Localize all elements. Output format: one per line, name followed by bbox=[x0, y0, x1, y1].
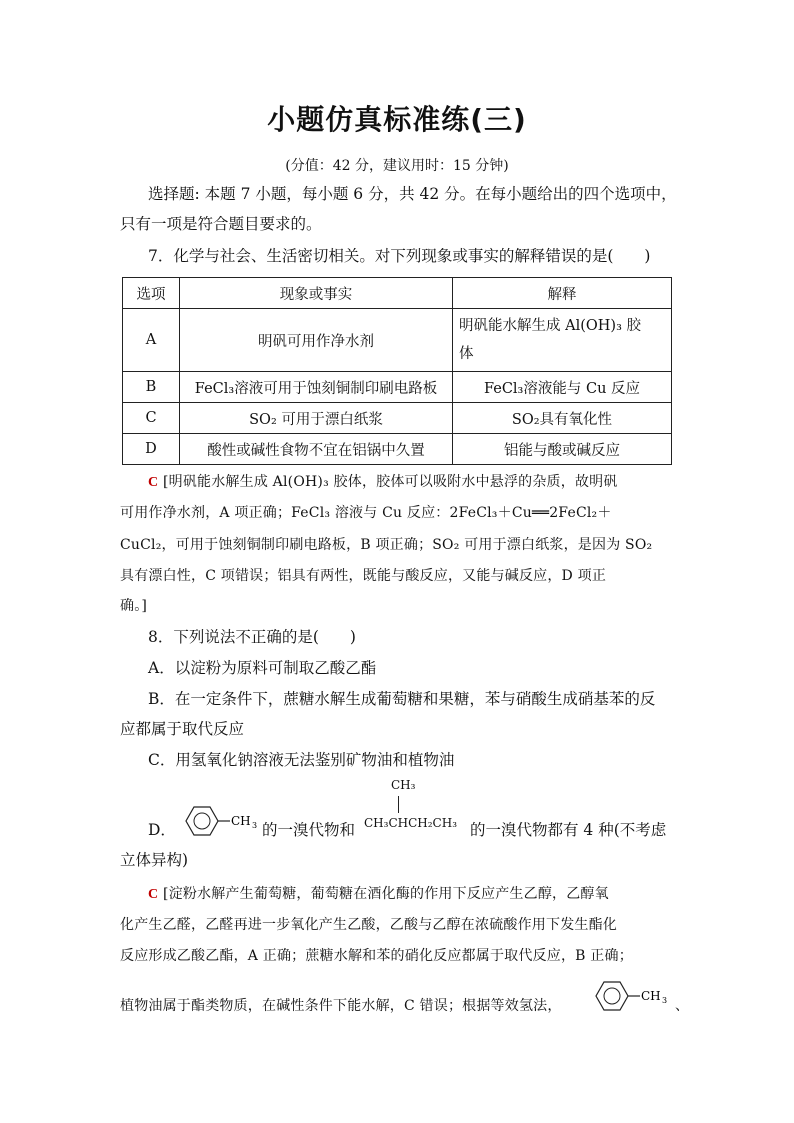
q8-option-d-prefix: D． bbox=[148, 821, 176, 839]
q7-stem: 7．化学与社会、生活密切相关。对下列现象或事实的解释错误的是( ) bbox=[148, 247, 651, 265]
table-row bbox=[123, 403, 672, 434]
q7-answer-line-3: CuCl₂，可用于蚀刻铜制印刷电路板，B 项正确；SO₂ 可用于漂白纸浆，是因为 SO₂ bbox=[120, 537, 653, 553]
page-title: 小题仿真标准练(三) bbox=[267, 103, 527, 136]
q8-option-d-mid: 的一溴代物和 bbox=[262, 821, 356, 839]
table-cell: C bbox=[123, 403, 180, 434]
isobutane-chain: CH₃CHCH₂CH₃ bbox=[364, 816, 458, 830]
q8-answer-line-4: 植物油属于酯类物质，在碱性条件下能水解，C 错误；根据等效氢法， bbox=[120, 998, 562, 1014]
table-cell: FeCl₃溶液可用于蚀刻铜制印刷电路板 bbox=[180, 372, 453, 403]
intro-line-1: 选择题: 本题 7 小题，每小题 6 分，共 42 分。在每小题给出的四个选项中， bbox=[148, 185, 677, 203]
q8-answer-line-2: 化产生乙醛，乙醛再进一步氧化产生乙酸，乙酸与乙醇在浓硫酸作用下发生酯化 bbox=[120, 917, 617, 933]
toluene-structure-icon bbox=[180, 801, 264, 841]
q8-answer-line-3: 反应形成乙酸乙酯，A 正确；蔗糖水解和苯的硝化反应都属于取代反应，B 正确； bbox=[120, 948, 633, 964]
q8-option-c: C．用氢氧化钠溶液无法鉴别矿物油和植物油 bbox=[148, 751, 455, 769]
toluene-structure-icon bbox=[590, 976, 674, 1016]
answer-letter: C bbox=[148, 475, 159, 490]
q8-option-a: A．以淀粉为原料可制取乙酸乙酯 bbox=[148, 659, 377, 677]
table-row bbox=[123, 434, 672, 465]
q8-option-d-suffix: 的一溴代物都有 4 种(不考虑 bbox=[470, 821, 667, 839]
bond-line bbox=[398, 796, 399, 813]
table-cell-line: 明矾能水解生成 Al(OH)₃ 胶 bbox=[459, 318, 641, 334]
table-cell: B bbox=[123, 372, 180, 403]
table-cell: A bbox=[123, 309, 180, 372]
table-row bbox=[123, 309, 672, 372]
intro-line-2: 只有一项是符合题目要求的。 bbox=[120, 215, 322, 233]
table-cell: SO₂具有氧化性 bbox=[453, 403, 672, 434]
table-header-cell: 解释 bbox=[453, 278, 672, 309]
table-cell bbox=[453, 309, 672, 372]
q7-answer-line-5: 确。] bbox=[120, 598, 148, 614]
table-cell: FeCl₃溶液能与 Cu 反应 bbox=[453, 372, 672, 403]
svg-text:CH: CH bbox=[641, 989, 661, 1003]
q8-stem: 8．下列说法不正确的是( ) bbox=[148, 628, 356, 646]
table-row bbox=[123, 372, 672, 403]
q7-table bbox=[122, 277, 672, 465]
svg-text:3: 3 bbox=[662, 996, 668, 1005]
answer-text: [淀粉水解产生葡萄糖，葡萄糖在酒化酶的作用下反应产生乙醇，乙醇氧 bbox=[162, 886, 609, 902]
table-cell: SO₂ 可用于漂白纸浆 bbox=[180, 403, 453, 434]
page-subtitle: (分值：42 分，建议用时：15 分钟) bbox=[285, 158, 509, 174]
svg-text:3: 3 bbox=[252, 821, 258, 830]
table-cell: 酸性或碱性食物不宜在铝锅中久置 bbox=[180, 434, 453, 465]
table-cell-line: 体 bbox=[459, 346, 474, 362]
table-header-row bbox=[123, 278, 672, 309]
q8-option-b-line-2: 应都属于取代反应 bbox=[120, 720, 245, 738]
q7-answer-line-4: 具有漂白性，C 项错误；铝具有两性，既能与酸反应，又能与碱反应，D 项正 bbox=[120, 568, 607, 584]
q8-answer-line-1 bbox=[148, 884, 708, 905]
table-cell: 明矾可用作净水剂 bbox=[180, 309, 453, 372]
q8-option-d-line-2: 立体异构) bbox=[120, 851, 189, 869]
svg-text:CH: CH bbox=[231, 814, 251, 828]
q7-answer-line-1 bbox=[148, 472, 708, 493]
table-cell: D bbox=[123, 434, 180, 465]
q8-answer-tail: 、 bbox=[675, 998, 690, 1014]
table-header-cell: 选项 bbox=[123, 278, 180, 309]
q8-option-b-line-1: B．在一定条件下，蔗糖水解生成葡萄糖和果糖，苯与硝酸生成硝基苯的反 bbox=[148, 690, 656, 708]
table-header-cell: 现象或事实 bbox=[180, 278, 453, 309]
answer-letter: C bbox=[148, 887, 159, 902]
q7-answer-line-2: 可用作净水剂，A 项正确；FeCl₃ 溶液与 Cu 反应：2FeCl₃＋Cu══2FeCl₂＋ bbox=[120, 505, 612, 521]
answer-text: [明矾能水解生成 Al(OH)₃ 胶体，胶体可以吸附水中悬浮的杂质，故明矾 bbox=[162, 474, 618, 490]
table-cell: 铝能与酸或碱反应 bbox=[453, 434, 672, 465]
isobutane-branch-ch3: CH₃ bbox=[391, 778, 416, 792]
